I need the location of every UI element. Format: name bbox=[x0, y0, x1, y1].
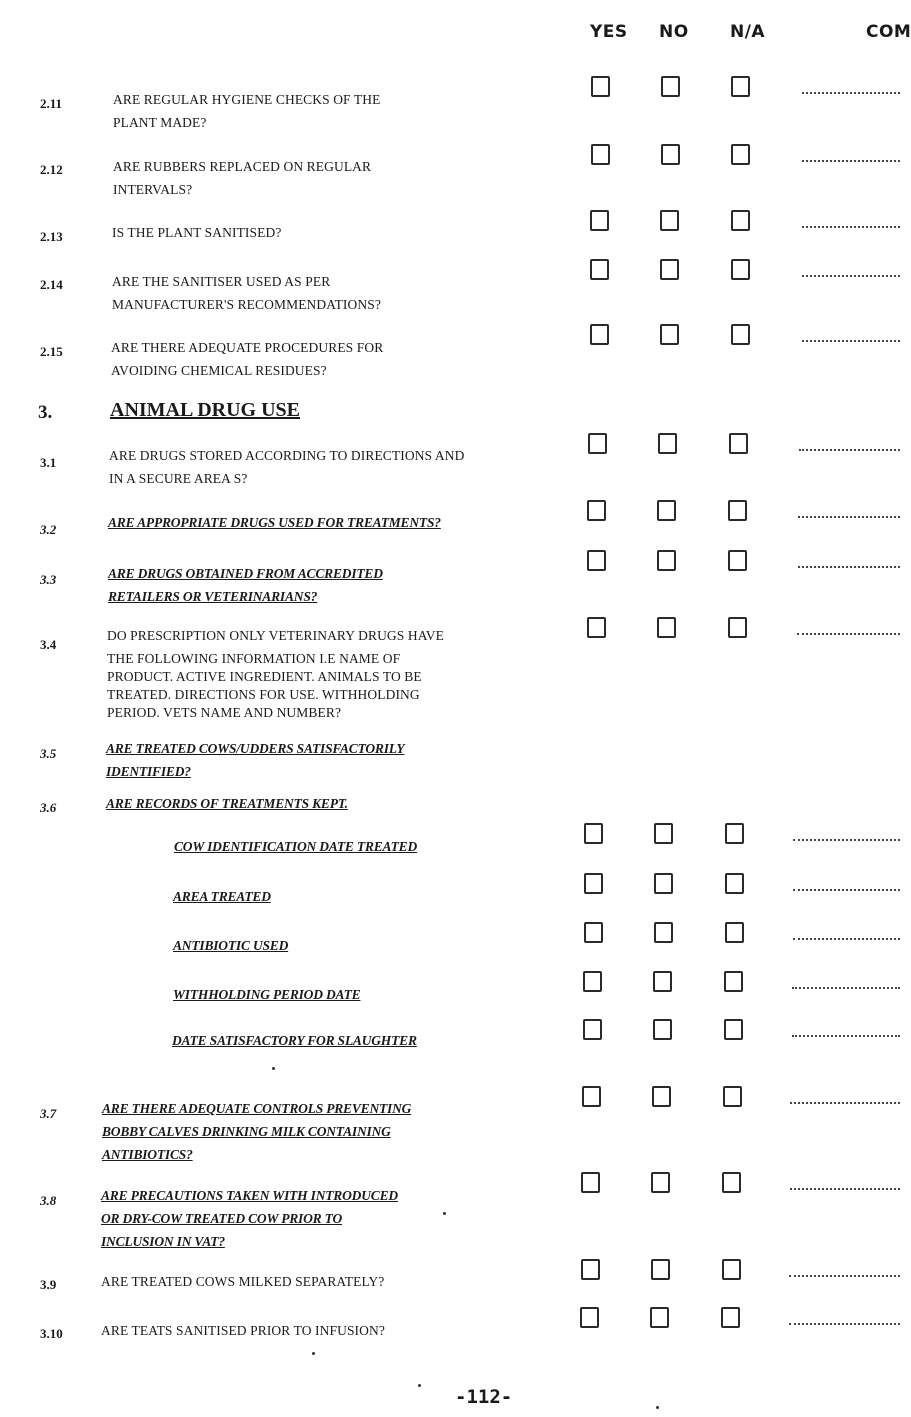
question-text bbox=[112, 221, 281, 244]
question-line: IDENTIFIED? bbox=[106, 764, 191, 779]
yes-checkbox[interactable] bbox=[583, 1019, 602, 1040]
comment-line[interactable] bbox=[802, 90, 900, 94]
comment-line[interactable] bbox=[789, 1321, 900, 1325]
na-checkbox[interactable] bbox=[731, 76, 750, 97]
na-checkbox[interactable] bbox=[728, 550, 747, 571]
question-text bbox=[173, 934, 288, 957]
question-text bbox=[173, 885, 271, 908]
question-text bbox=[113, 88, 380, 134]
no-checkbox[interactable] bbox=[660, 210, 679, 231]
question-line: MANUFACTURER'S RECOMMENDATIONS? bbox=[112, 297, 381, 312]
comment-line[interactable] bbox=[790, 1186, 900, 1190]
question-line: AVOIDING CHEMICAL RESIDUES? bbox=[111, 363, 327, 378]
comment-line[interactable] bbox=[802, 158, 900, 162]
question-line: ANTIBIOTIC USED bbox=[173, 938, 289, 953]
yes-checkbox[interactable] bbox=[584, 823, 603, 844]
yes-checkbox[interactable] bbox=[590, 324, 609, 345]
item-number: 3.10 bbox=[40, 1326, 63, 1341]
na-checkbox[interactable] bbox=[722, 1172, 741, 1193]
na-checkbox[interactable] bbox=[724, 1019, 743, 1040]
item-number: 3.4 bbox=[40, 637, 57, 652]
no-checkbox[interactable] bbox=[661, 76, 680, 97]
item-number: 2.12 bbox=[40, 162, 63, 177]
comment-line[interactable] bbox=[798, 564, 900, 568]
yes-checkbox[interactable] bbox=[587, 500, 606, 521]
question-line: BOBBY CALVES DRINKING MILK CONTAINING bbox=[102, 1124, 391, 1139]
question-line: INCLUSION IN VAT? bbox=[101, 1234, 225, 1249]
na-checkbox[interactable] bbox=[731, 144, 750, 165]
question-line: DATE SATISFACTORY FOR SLAUGHTER bbox=[172, 1033, 417, 1048]
question-line: ARE RECORDS OF TREATMENTS KEPT. bbox=[106, 796, 348, 811]
question-text bbox=[101, 1319, 385, 1342]
na-checkbox[interactable] bbox=[725, 873, 744, 894]
question-line: ARE DRUGS STORED ACCORDING TO DIRECTIONS AND bbox=[109, 448, 465, 463]
yes-checkbox[interactable] bbox=[584, 922, 603, 943]
scan-speck bbox=[272, 1067, 275, 1070]
question-text bbox=[108, 562, 383, 608]
na-checkbox[interactable] bbox=[721, 1307, 740, 1328]
na-checkbox[interactable] bbox=[725, 922, 744, 943]
na-checkbox[interactable] bbox=[731, 210, 750, 231]
item-number: 3.8 bbox=[40, 1193, 57, 1208]
page-number: -112- bbox=[455, 1386, 513, 1408]
question-line: THE FOLLOWING INFORMATION I.E NAME OF bbox=[107, 651, 401, 666]
yes-checkbox[interactable] bbox=[584, 873, 603, 894]
no-column-header: NO bbox=[659, 22, 689, 42]
comment-line[interactable] bbox=[799, 447, 900, 451]
na-checkbox[interactable] bbox=[731, 324, 750, 345]
question-line: ARE RUBBERS REPLACED ON REGULAR bbox=[113, 159, 372, 174]
no-checkbox[interactable] bbox=[653, 971, 672, 992]
question-line: ANTIBIOTICS? bbox=[102, 1147, 193, 1162]
yes-checkbox[interactable] bbox=[591, 76, 610, 97]
item-number: 2.15 bbox=[40, 344, 63, 359]
item-number: 3.5 bbox=[40, 746, 57, 761]
comment-line[interactable] bbox=[802, 273, 900, 277]
yes-checkbox[interactable] bbox=[588, 433, 607, 454]
item-number: 2.13 bbox=[40, 229, 63, 244]
comment-line[interactable] bbox=[793, 936, 900, 940]
no-checkbox[interactable] bbox=[654, 922, 673, 943]
na-column-header: N/A bbox=[730, 22, 766, 42]
question-text bbox=[102, 1097, 411, 1166]
question-text bbox=[113, 155, 371, 201]
yes-checkbox[interactable] bbox=[581, 1259, 600, 1280]
question-line: ARE TREATED COWS/UDDERS SATISFACTORILY bbox=[106, 741, 405, 756]
no-checkbox[interactable] bbox=[651, 1259, 670, 1280]
item-number: 3.3 bbox=[40, 572, 57, 587]
no-checkbox[interactable] bbox=[653, 1019, 672, 1040]
no-checkbox[interactable] bbox=[657, 617, 676, 638]
question-line: ARE APPROPRIATE DRUGS USED FOR TREATMENTS? bbox=[108, 515, 441, 530]
comment-line[interactable] bbox=[793, 887, 900, 891]
scan-speck bbox=[443, 1212, 446, 1215]
yes-checkbox[interactable] bbox=[591, 144, 610, 165]
na-checkbox[interactable] bbox=[723, 1086, 742, 1107]
scan-speck bbox=[312, 1352, 315, 1355]
no-checkbox[interactable] bbox=[660, 259, 679, 280]
no-checkbox[interactable] bbox=[654, 873, 673, 894]
question-text bbox=[101, 1184, 398, 1253]
comment-line[interactable] bbox=[802, 338, 900, 342]
na-checkbox[interactable] bbox=[728, 617, 747, 638]
item-number: 2.14 bbox=[40, 277, 63, 292]
question-line: ARE TEATS SANITISED PRIOR TO INFUSION? bbox=[101, 1323, 385, 1338]
comment-line[interactable] bbox=[789, 1273, 900, 1277]
yes-checkbox[interactable] bbox=[580, 1307, 599, 1328]
question-line: ARE DRUGS OBTAINED FROM ACCREDITED bbox=[108, 566, 383, 581]
yes-checkbox[interactable] bbox=[587, 550, 606, 571]
no-checkbox[interactable] bbox=[651, 1172, 670, 1193]
question-text bbox=[112, 270, 381, 316]
no-checkbox[interactable] bbox=[657, 550, 676, 571]
question-line: ARE THERE ADEQUATE CONTROLS PREVENTING bbox=[102, 1101, 412, 1116]
question-line: WITHHOLDING PERIOD DATE bbox=[173, 987, 361, 1002]
section-title: ANIMAL DRUG USE bbox=[110, 399, 301, 421]
comment-line[interactable] bbox=[793, 837, 900, 841]
yes-column-header: YES bbox=[590, 22, 628, 42]
na-checkbox[interactable] bbox=[725, 823, 744, 844]
yes-checkbox[interactable] bbox=[587, 617, 606, 638]
question-line: ARE THERE ADEQUATE PROCEDURES FOR bbox=[111, 340, 384, 355]
item-number: 2.11 bbox=[40, 96, 63, 111]
question-line: IS THE PLANT SANITISED? bbox=[112, 225, 282, 240]
question-line: AREA TREATED bbox=[173, 889, 271, 904]
yes-checkbox[interactable] bbox=[590, 210, 609, 231]
no-checkbox[interactable] bbox=[661, 144, 680, 165]
na-checkbox[interactable] bbox=[722, 1259, 741, 1280]
item-number: 3.2 bbox=[40, 522, 57, 537]
comment-line[interactable] bbox=[792, 985, 900, 989]
question-line: TREATED. DIRECTIONS FOR USE. WITHHOLDING bbox=[107, 687, 420, 702]
no-checkbox[interactable] bbox=[657, 500, 676, 521]
comment-line[interactable] bbox=[797, 631, 900, 635]
comment-line[interactable] bbox=[792, 1033, 900, 1037]
question-text bbox=[107, 627, 444, 722]
question-line: IN A SECURE AREA S? bbox=[109, 471, 248, 486]
scan-speck bbox=[656, 1406, 659, 1409]
question-line: ARE REGULAR HYGIENE CHECKS OF THE bbox=[113, 92, 381, 107]
question-text bbox=[106, 737, 404, 783]
na-checkbox[interactable] bbox=[731, 259, 750, 280]
item-number: 3.7 bbox=[40, 1106, 57, 1121]
question-line: PRODUCT. ACTIVE INGREDIENT. ANIMALS TO BE bbox=[107, 669, 422, 684]
question-text bbox=[173, 983, 360, 1006]
no-checkbox[interactable] bbox=[652, 1086, 671, 1107]
question-line: INTERVALS? bbox=[113, 182, 193, 197]
comment-line[interactable] bbox=[798, 514, 900, 518]
item-number: 3.9 bbox=[40, 1277, 57, 1292]
question-line: DO PRESCRIPTION ONLY VETERINARY DRUGS HAVE bbox=[107, 628, 444, 643]
question-line: RETAILERS OR VETERINARIANS? bbox=[108, 589, 318, 604]
question-line: ARE TREATED COWS MILKED SEPARATELY? bbox=[101, 1274, 385, 1289]
na-checkbox[interactable] bbox=[724, 971, 743, 992]
na-checkbox[interactable] bbox=[729, 433, 748, 454]
no-checkbox[interactable] bbox=[654, 823, 673, 844]
question-text bbox=[174, 835, 417, 858]
comments-column-header: COM bbox=[866, 22, 911, 42]
no-checkbox[interactable] bbox=[658, 433, 677, 454]
na-checkbox[interactable] bbox=[728, 500, 747, 521]
question-line: OR DRY-COW TREATED COW PRIOR TO bbox=[101, 1211, 342, 1226]
section-number: 3. bbox=[38, 402, 53, 423]
question-text bbox=[106, 792, 348, 815]
question-line: PERIOD. VETS NAME AND NUMBER? bbox=[107, 705, 342, 720]
question-text bbox=[108, 511, 441, 534]
yes-checkbox[interactable] bbox=[581, 1172, 600, 1193]
yes-checkbox[interactable] bbox=[583, 971, 602, 992]
comment-line[interactable] bbox=[790, 1100, 900, 1104]
question-line: ARE PRECAUTIONS TAKEN WITH INTRODUCED bbox=[101, 1188, 398, 1203]
no-checkbox[interactable] bbox=[650, 1307, 669, 1328]
question-text bbox=[172, 1029, 417, 1052]
question-line: ARE THE SANITISER USED AS PER bbox=[112, 274, 331, 289]
question-text bbox=[101, 1270, 384, 1293]
question-text bbox=[111, 336, 383, 382]
no-checkbox[interactable] bbox=[660, 324, 679, 345]
comment-line[interactable] bbox=[802, 224, 900, 228]
question-line: COW IDENTIFICATION DATE TREATED bbox=[174, 839, 417, 854]
yes-checkbox[interactable] bbox=[590, 259, 609, 280]
item-number: 3.6 bbox=[40, 800, 57, 815]
question-text bbox=[109, 444, 464, 490]
item-number: 3.1 bbox=[40, 455, 57, 470]
yes-checkbox[interactable] bbox=[582, 1086, 601, 1107]
question-line: PLANT MADE? bbox=[113, 115, 207, 130]
scan-speck bbox=[418, 1384, 421, 1387]
